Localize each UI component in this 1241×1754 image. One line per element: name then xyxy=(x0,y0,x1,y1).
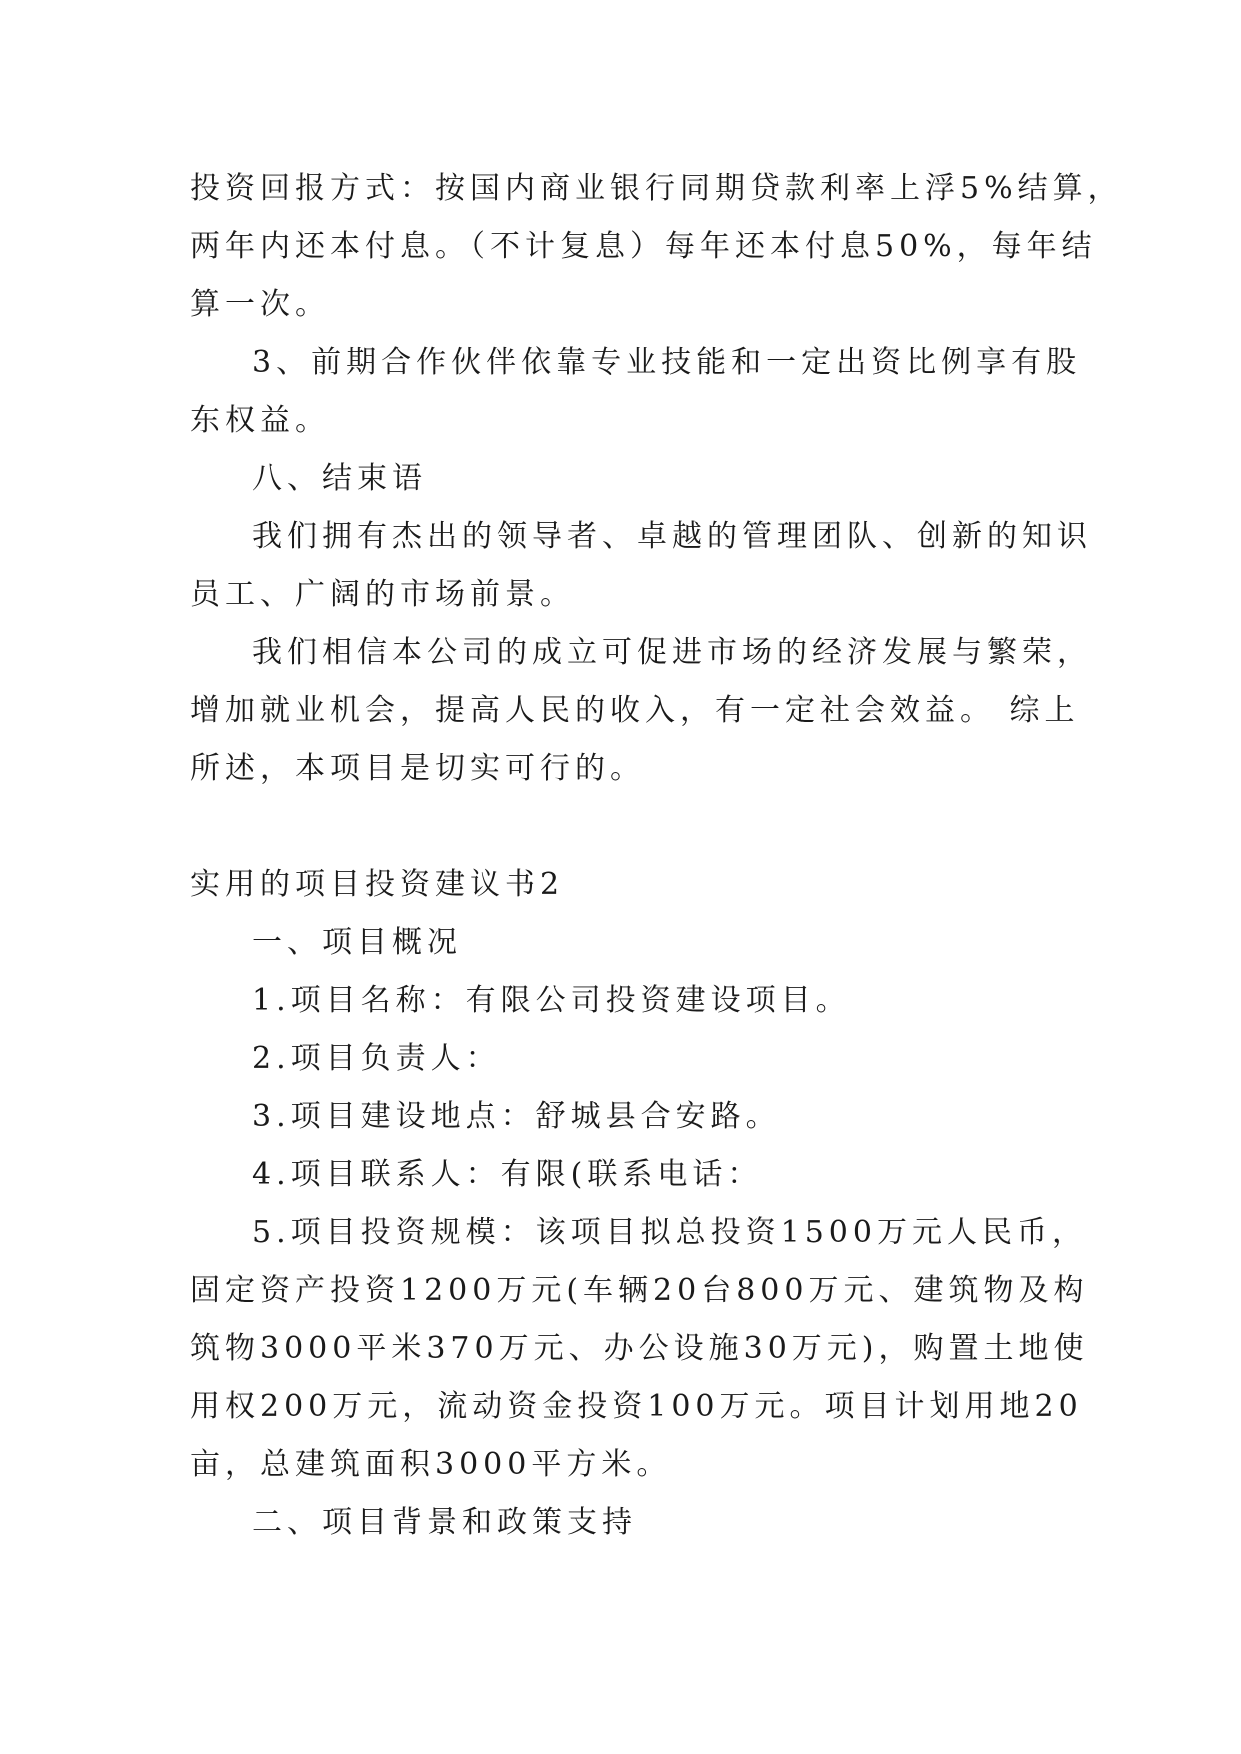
text-line: 增加就业机会，提高人民的收入，有一定社会效益。 综上 xyxy=(190,693,1080,728)
text-line: 用权200万元，流动资金投资100万元。项目计划用地20 xyxy=(190,1389,1083,1424)
text-line: 所述，本项目是切实可行的。 xyxy=(190,751,645,786)
text-line: 东权益。 xyxy=(190,403,330,438)
text-line: 算一次。 xyxy=(190,287,330,322)
document-title: 实用的项目投资建议书2 xyxy=(190,867,565,902)
text-line: 3、前期合作伙伴依靠专业技能和一定出资比例享有股 xyxy=(252,345,1082,380)
text-line: 4.项目联系人：有限(联系电话： xyxy=(252,1157,763,1192)
text-line: 员工、广阔的市场前景。 xyxy=(190,577,575,612)
text-line: 1.项目名称：有限公司投资建设项目。 xyxy=(252,983,851,1018)
text-line: 两年内还本付息。（不计复息）每年还本付息50%，每年结 xyxy=(190,229,1097,264)
text-line: 投资回报方式：按国内商业银行同期贷款利率上浮5%结算， xyxy=(190,171,1123,206)
blank-line xyxy=(190,798,1060,856)
text-line: 我们相信本公司的成立可促进市场的经济发展与繁荣， xyxy=(252,635,1092,670)
document-page xyxy=(190,160,1123,1552)
text-line: 3.项目建设地点：舒城县合安路。 xyxy=(252,1099,781,1134)
text-line: 5.项目投资规模：该项目拟总投资1500万元人民币， xyxy=(252,1215,1087,1250)
text-line: 我们拥有杰出的领导者、卓越的管理团队、创新的知识 xyxy=(252,519,1092,554)
text-line: 2.项目负责人： xyxy=(252,1041,501,1076)
section-heading: 八、结束语 xyxy=(252,461,427,496)
text-line: 亩，总建筑面积3000平方米。 xyxy=(190,1447,672,1482)
section-heading: 二、项目背景和政策支持 xyxy=(252,1505,637,1540)
text-line: 固定资产投资1200万元(车辆20台800万元、建筑物及构 xyxy=(190,1273,1089,1308)
text-line: 筑物3000平米370万元、办公设施30万元)，购置土地使 xyxy=(190,1331,1089,1366)
section-heading: 一、项目概况 xyxy=(252,925,462,960)
